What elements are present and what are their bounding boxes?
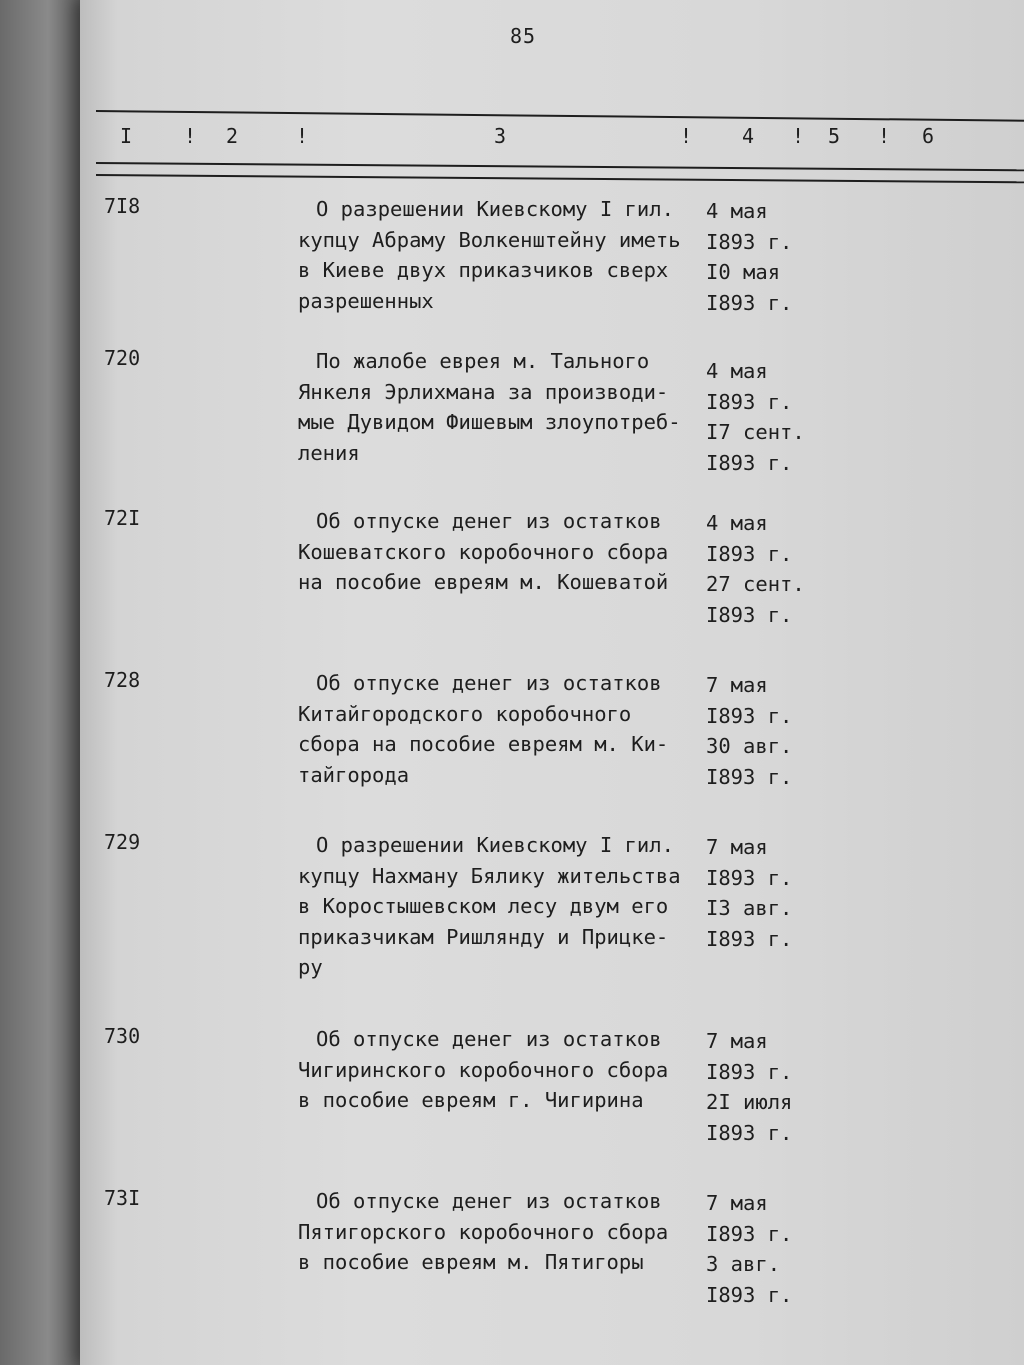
description-line: сбора на пособие евреям м. Ки- xyxy=(298,732,669,756)
entry-number: 728 xyxy=(104,668,141,692)
start-year: I893 г. xyxy=(706,229,793,254)
description-line: в пособие евреям г. Чигирина xyxy=(298,1088,644,1112)
end-year: I893 г. xyxy=(706,926,793,951)
entry-description xyxy=(298,506,698,598)
start-date: 7 мая xyxy=(706,673,768,697)
description-line: приказчикам Ришлянду и Прицке- xyxy=(298,924,669,949)
start-date: 7 мая xyxy=(706,835,768,859)
header-separator: ! xyxy=(296,124,309,148)
header-col-1: I xyxy=(120,124,133,148)
entry-number: 720 xyxy=(104,346,141,370)
description-line: По жалобе еврея м. Тального xyxy=(316,349,650,373)
entry-dates xyxy=(706,196,816,318)
table-header-rule xyxy=(96,162,1024,171)
entry-description xyxy=(298,668,698,790)
entry-number: 73I xyxy=(104,1186,141,1210)
description-line: Об отпуске денег из остатков xyxy=(316,509,662,533)
header-col-5: 5 xyxy=(828,124,841,148)
entry-dates xyxy=(706,1026,816,1148)
end-date: 2I июля xyxy=(706,1090,793,1114)
start-date: 7 мая xyxy=(706,1029,768,1053)
end-date: 3 авг. xyxy=(706,1252,781,1276)
end-date: I0 мая xyxy=(706,260,781,284)
header-separator: ! xyxy=(184,124,197,148)
entry-dates xyxy=(706,832,816,954)
end-date: I3 авг. xyxy=(706,896,793,920)
end-year: I893 г. xyxy=(706,450,793,475)
description-line: Янкеля Эрлихмана за производи- xyxy=(298,379,669,404)
start-year: I893 г. xyxy=(706,865,793,890)
start-date: 4 мая xyxy=(706,359,768,383)
start-year: I893 г. xyxy=(706,703,793,728)
page-number: 85 xyxy=(510,24,537,48)
description-line: Об отпуске денег из остатков xyxy=(316,671,662,695)
description-line: на пособие евреям м. Кошеватой xyxy=(298,570,669,594)
description-line: мые Дувидом Фишевым злоупотреб- xyxy=(298,410,681,434)
entry-number: 730 xyxy=(104,1024,141,1048)
end-year: I893 г. xyxy=(706,602,793,627)
description-line: Чигиринского коробочного сбора xyxy=(298,1057,669,1082)
description-line: в Киеве двух приказчиков сверх xyxy=(298,258,669,282)
entry-dates xyxy=(706,670,816,792)
entry-description xyxy=(298,830,698,983)
description-line: Кошеватского коробочного сбора xyxy=(298,539,669,564)
description-line: купцу Абраму Волкенштейну иметь xyxy=(298,227,681,252)
header-col-4: 4 xyxy=(742,124,755,148)
table-top-rule xyxy=(96,110,1024,122)
entry-dates xyxy=(706,508,816,630)
adjacent-page-edge xyxy=(0,0,80,1365)
description-line: Об отпуске денег из остатков xyxy=(316,1027,662,1051)
header-separator: ! xyxy=(680,124,693,148)
description-line: ления xyxy=(298,440,360,465)
entry-number: 7I8 xyxy=(104,194,141,218)
description-line: О разрешении Киевскому I гил. xyxy=(316,833,674,857)
end-date: 27 сент. xyxy=(706,572,805,596)
entry-description xyxy=(298,346,698,468)
start-date: 7 мая xyxy=(706,1191,768,1215)
start-date: 4 мая xyxy=(706,199,768,223)
start-year: I893 г. xyxy=(706,1221,793,1246)
description-line: в пособие евреям м. Пятигоры xyxy=(298,1250,644,1274)
entry-number: 72I xyxy=(104,506,141,530)
description-line: Об отпуске денег из остатков xyxy=(316,1189,662,1213)
description-line: О разрешении Киевскому I гил. xyxy=(316,197,674,221)
entry-number: 729 xyxy=(104,830,141,854)
header-separator: ! xyxy=(792,124,805,148)
entry-description xyxy=(298,1186,698,1278)
end-year: I893 г. xyxy=(706,290,793,315)
end-date: 30 авг. xyxy=(706,734,793,758)
header-col-6: 6 xyxy=(922,124,935,148)
description-line: ру xyxy=(298,955,323,979)
description-line: тайгорода xyxy=(298,762,410,787)
header-separator: ! xyxy=(878,124,891,148)
end-year: I893 г. xyxy=(706,764,793,789)
start-year: I893 г. xyxy=(706,541,793,566)
description-line: в Коростышевском лесу двум его xyxy=(298,894,669,918)
start-year: I893 г. xyxy=(706,389,793,414)
header-col-3: 3 xyxy=(494,124,507,148)
start-year: I893 г. xyxy=(706,1059,793,1084)
end-date: I7 сент. xyxy=(706,420,805,444)
description-line: Пятигорского коробочного сбора xyxy=(298,1219,669,1244)
description-line: Китайгородского коробочного xyxy=(298,701,632,726)
end-year: I893 г. xyxy=(706,1120,793,1145)
end-year: I893 г. xyxy=(706,1282,793,1307)
start-date: 4 мая xyxy=(706,511,768,535)
entry-description xyxy=(298,1024,698,1116)
entry-description xyxy=(298,194,698,316)
table-header-rule-double xyxy=(96,174,1024,183)
header-col-2: 2 xyxy=(226,124,239,148)
table-header-row xyxy=(80,124,1024,158)
entry-dates xyxy=(706,356,816,478)
entry-dates xyxy=(706,1188,816,1310)
description-line: купцу Нахману Бялику жительства xyxy=(298,863,681,888)
description-line: разрешенных xyxy=(298,288,434,313)
document-page xyxy=(80,0,1024,1365)
